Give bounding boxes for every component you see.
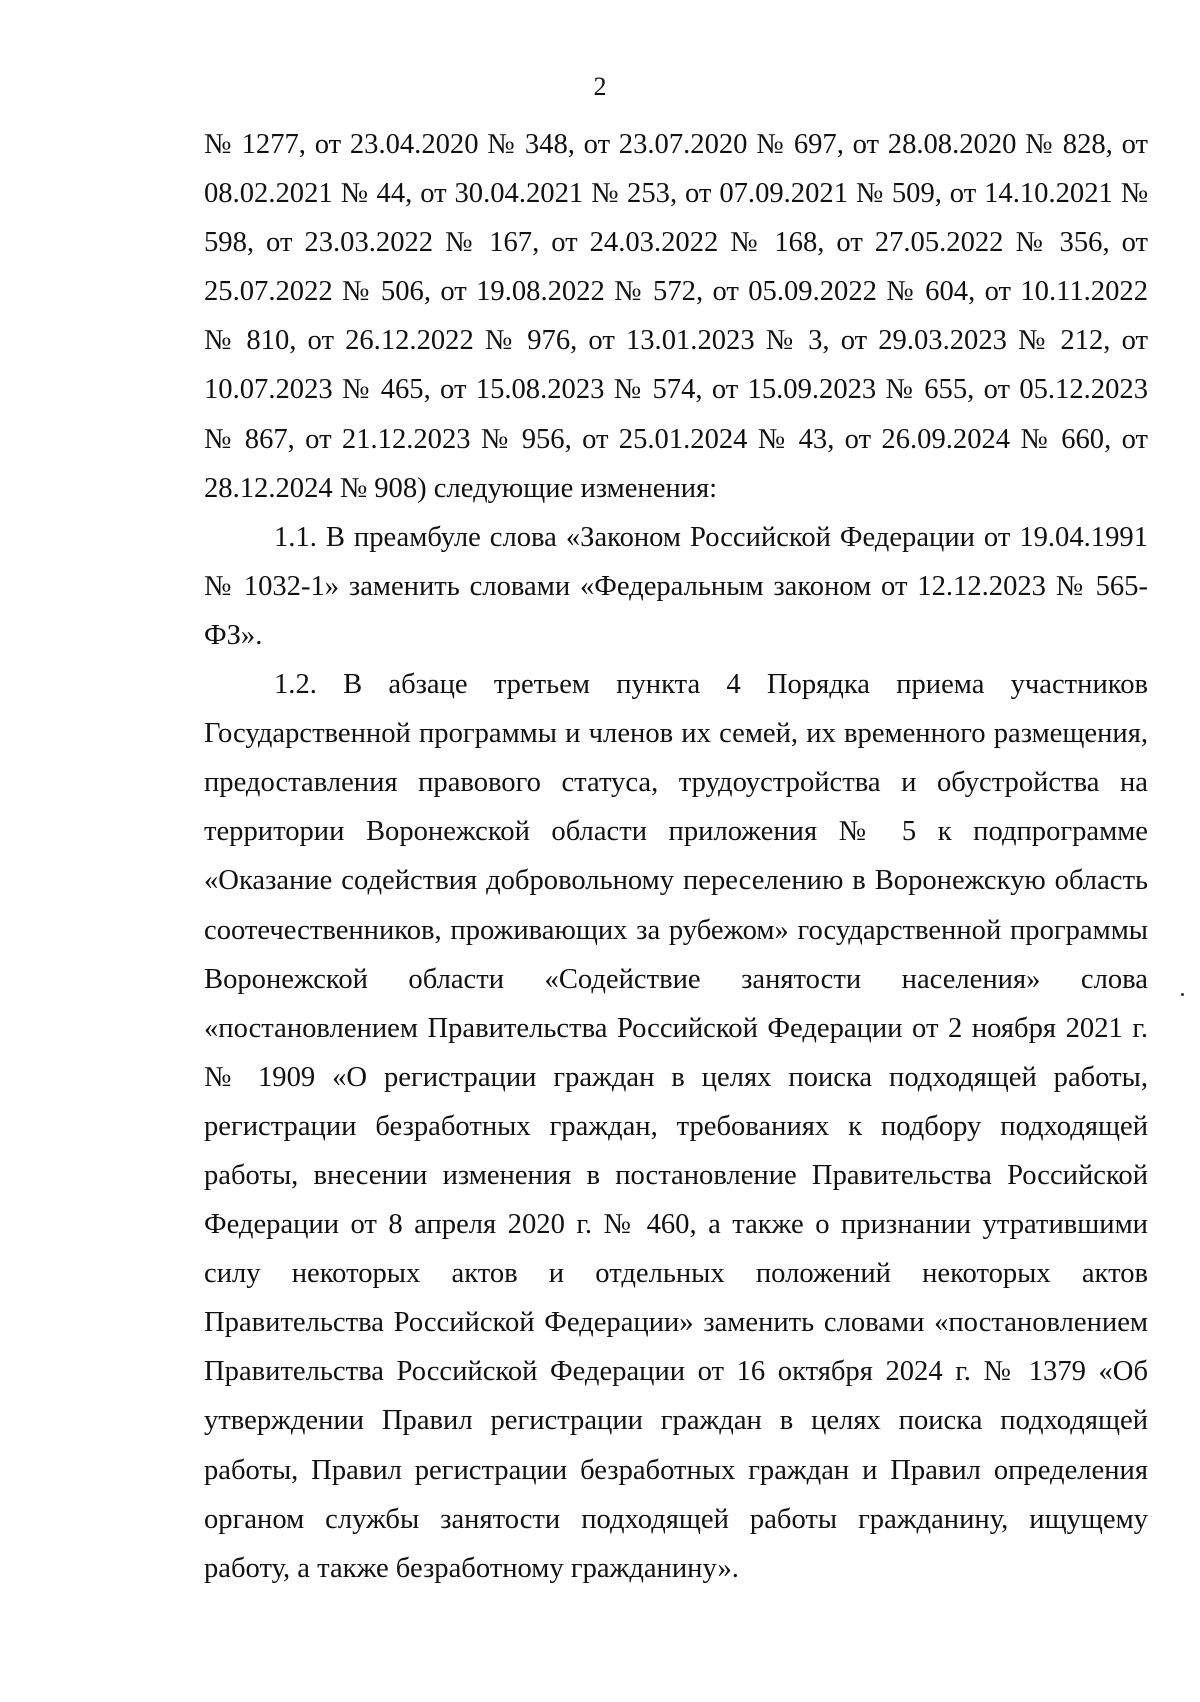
paragraph-amendments-list: № 1277, от 23.04.2020 № 348, от 23.07.2020 № 697, от 28.08.2020 № 828, от 08.02.2021 № 44, от 30.04.2021 № 253, от 07.09.2021 № 509, от 14.10.2021 № 598, от 23.03.2022 № 167, от 24.03.2022 № 168, от 27.05.2022 № 356, от 25.07.2022 № 506, от 19.08.2022 № 572, от 05.09.2022 № 604, от 10.11.2022 № 810, от 26.12.2022 № 976, от 13.01.2023 № 3, от 29.03.2023 № 212, от 10.07.2023 № 465, от 15.08.2023 № 574, от 15.09.2023 № 655, от 05.12.2023 № 867, от 21.12.2023 № 956, от 25.01.2024 № 43, от 26.09.2024 № 660, от 28.12.2024 № 908) следующие изменения: (204, 129, 1148, 504)
page-number: 2 (593, 72, 607, 101)
paragraph-item-1-2: 1.2. В абзаце третьем пункта 4 Порядка приема участников Государственной программы и членов их семей, их временного размещения, предоставления правового статуса, трудоустройства и обустройства на территории Воронежской области приложения № 5 к подпрограмме «Оказание содействия добровольному переселению в Воронежскую область соотечественников, проживающих за рубежом» государственной программы Воронежской области «Содействие занятости населения» слова «постановлением Правительства Российской Федерации от 2 ноября 2021 г. № 1909 «О регистрации граждан в целях поиска подходящей работы, регистрации безработных граждан, требованиях к подбору подходящей работы, внесении изменения в постановление Правительства Российской Федерации от 8 апреля 2020 г. № 460, а также о признании утратившими силу некоторых актов и отдельных положений некоторых актов Правительства Российской Федерации» заменить словами «постановлением Правительства Российской Федерации от 16 октября 2024 г. № 1379 «Об утверждении Правил регистрации граждан в целях поиска подходящей работы, Правил регистрации безработных граждан и Правил определения органом службы занятости подходящей работы гражданину, ищущему работу, а также безработному гражданину». (204, 669, 1148, 1584)
scan-speck (1181, 993, 1184, 996)
paragraph-item-1-1: 1.1. В преамбуле слова «Законом Российской Федерации от 19.04.1991 № 1032-1» заменить словами «Федеральным законом от 12.12.2023 № 565-ФЗ». (204, 521, 1148, 651)
document-body (204, 120, 1148, 1593)
